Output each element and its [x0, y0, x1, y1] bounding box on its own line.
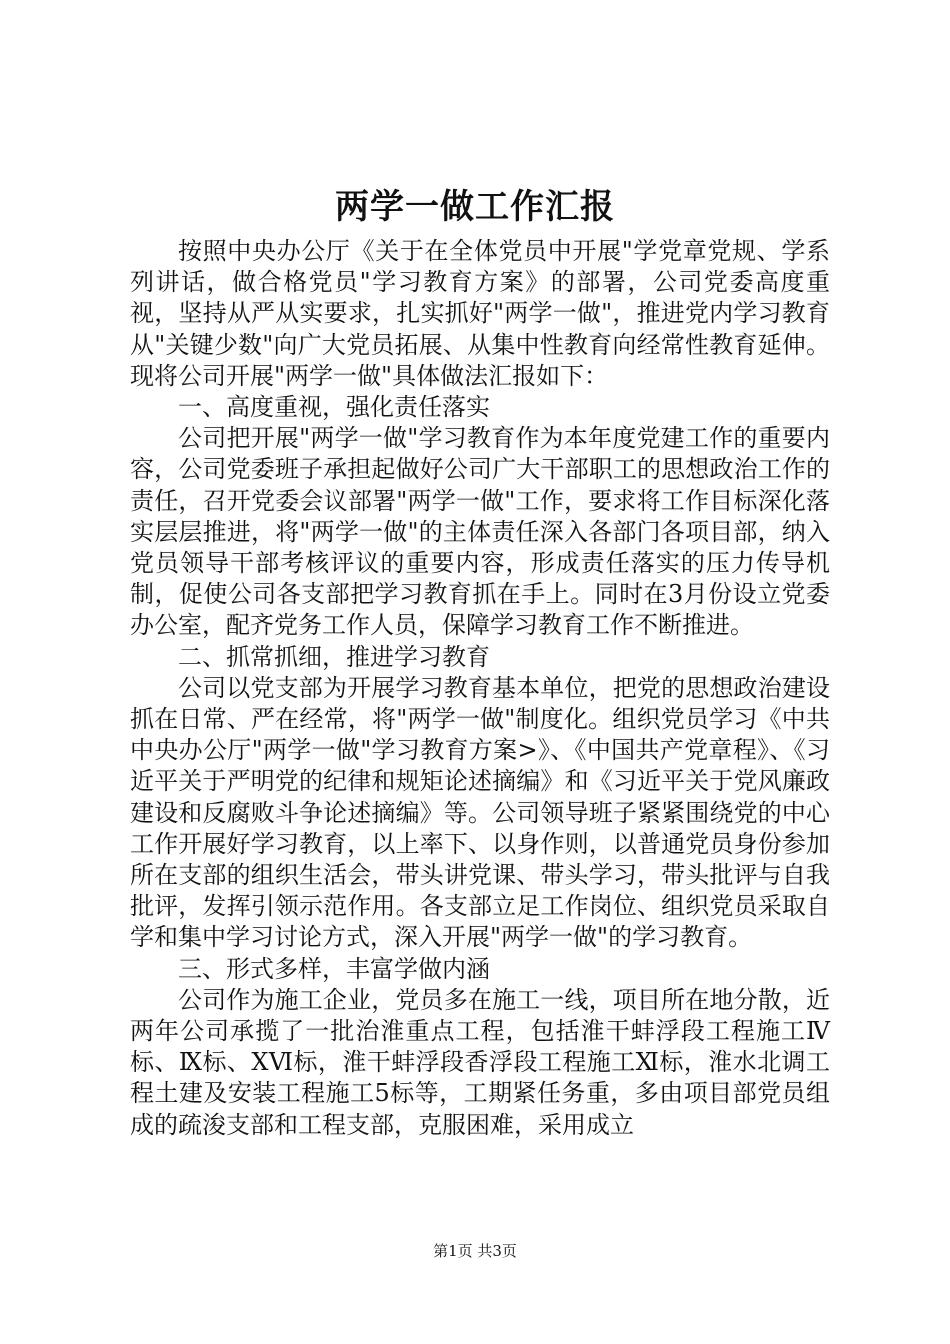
- paragraph-section-1: 公司把开展"两学一做"学习教育作为本年度党建工作的重要内容，公司党委班子承担起做好公司广大干部职工的思想政治工作的责任，召开党委会议部署"两学一做"工作，要求将工作目标深化落实层层推进，将"两学一做"的主体责任深入各部门各项目部，纳入党员领导干部考核评议的重要内容，形成责任落实的压力传导机制，促使公司各支部把学习教育抓在手上。同时在3月份设立党委办公室，配齐党务工作人员，保障学习教育工作不断推进。: [130, 424, 830, 640]
- paragraph-intro: 按照中央办公厅《关于在全体党员中开展"学党章党规、学系列讲话，做合格党员"学习教育方案》的部署，公司党委高度重视，坚持从严从实要求，扎实抓好"两学一做"，推进党内学习教育从"关键少数"向广大党员拓展、从集中性教育向经常性教育延伸。现将公司开展"两学一做"具体做法汇报如下：: [130, 237, 830, 390]
- section-heading-1: 一、高度重视，强化责任落实: [178, 393, 490, 422]
- document-body: [130, 236, 830, 1141]
- paragraph-section-2: 公司以党支部为开展学习教育基本单位，把党的思想政治建设抓在日常、严在经常，将"两学一做"制度化。组织党员学习《中共中央办公厅"两学一做"学习教育方案>》、《中国共产党章程》、《习近平关于严明党的纪律和规矩论述摘编》和《习近平关于党风廉政建设和反腐败斗争论述摘编》等。公司领导班子紧紧围绕党的中心工作开展好学习教育，以上率下、以身作则，以普通党员身份参加所在支部的组织生活会，带头讲党课、带头学习，带头批评与自我批评，发挥引领示范作用。各支部立足工作岗位、组织党员采取自学和集中学习讨论方式，深入开展"两学一做"的学习教育。: [130, 673, 830, 952]
- page-number-footer: 第1页 共3页: [433, 1242, 517, 1260]
- paragraph-section-3: 公司作为施工企业，党员多在施工一线，项目所在地分散，近两年公司承揽了一批治淮重点工程，包括淮干蚌浮段工程施工Ⅳ标、Ⅸ标、ⅩⅥ标，淮干蚌浮段香浮段工程施工Ⅺ标，淮水北调工程土建及安装工程施工5标等，工期紧任务重，多由项目部党员组成的疏浚支部和工程支部，克服困难，采用成立: [130, 985, 830, 1139]
- section-heading-2: 二、抓常抓细，推进学习教育: [178, 642, 490, 671]
- section-heading-3: 三、形式多样，丰富学做内涵: [178, 954, 490, 983]
- document-title: 两学一做工作汇报: [335, 187, 615, 227]
